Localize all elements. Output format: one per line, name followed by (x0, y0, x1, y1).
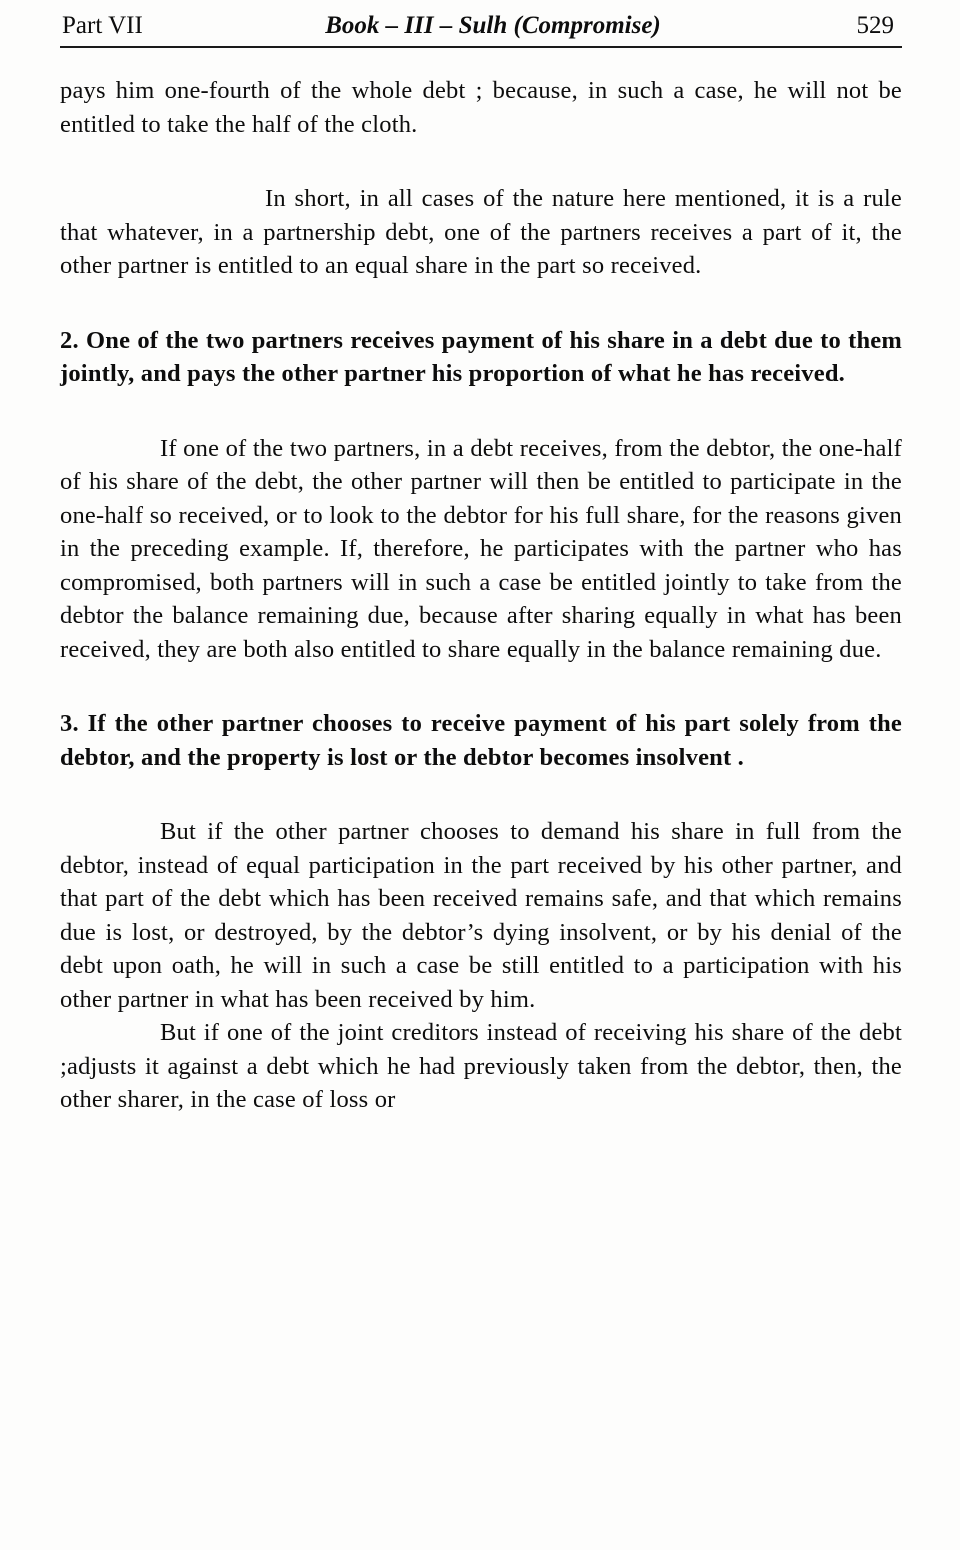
paragraph-in-short: In short, in all cases of the nature here mentioned, it is a rule that whatever, in a partnership debt, one of the partners receives a part of it, the other partner is entitled to an equal share in the part so received. (60, 185, 902, 279)
paragraph-if-one-of-two-partners: If one of the two partners, in a debt receives, from the debtor, the one-half of his share of the debt, the other partner will then be entitled to participate in the one-half so received, or to look to the debtor for his full share, for the reasons given in the preceding example. If, therefore, he participates with the partner who has compromised, both partners will in such a case be entitled jointly to take from the debtor the balance remaining due, because after sharing equally in what has been received, they are both also entitled to share equally in the balance remaining due. (60, 434, 902, 663)
page-header (60, 10, 902, 46)
header-part-label: Part VII (62, 12, 143, 39)
paragraph-but-if-other-partner: But if the other partner chooses to demand his share in full from the debtor, instead of equal participation in the part received by his other partner, and that part of the debt which has been received remains safe, and that which remains due is lost, or destroyed, by the debtor’s dying insolvent, or by his denial of the debt upon oath, he will in such a case be still entitled to a participation with his other partner in what has been received by him. (60, 818, 902, 1013)
header-book-title: Book – III – Sulh (Compromise) (325, 12, 661, 39)
paragraph-continuation: pays him one-fourth of the whole debt ; because, in such a case, he will not be entitled to take the half of the cloth. (60, 77, 902, 138)
paragraph-but-if-joint-creditors: But if one of the joint creditors instead of receiving his share of the debt ;adjusts it against a debt which he had previously taken from the debtor, then, the other sharer, in the case of loss or (60, 1019, 902, 1113)
header-page-number: 529 (856, 12, 894, 39)
section-heading-2: 2. One of the two partners receives payment of his share in a debt due to them jointly, and pays the other partner his proportion of what he has received. (60, 326, 902, 387)
section-heading-3: 3. If the other partner chooses to receive payment of his part solely from the debtor, and the property is lost or the debtor becomes insolvent . (60, 710, 902, 771)
page-body (60, 74, 902, 1117)
header-divider (60, 46, 902, 48)
